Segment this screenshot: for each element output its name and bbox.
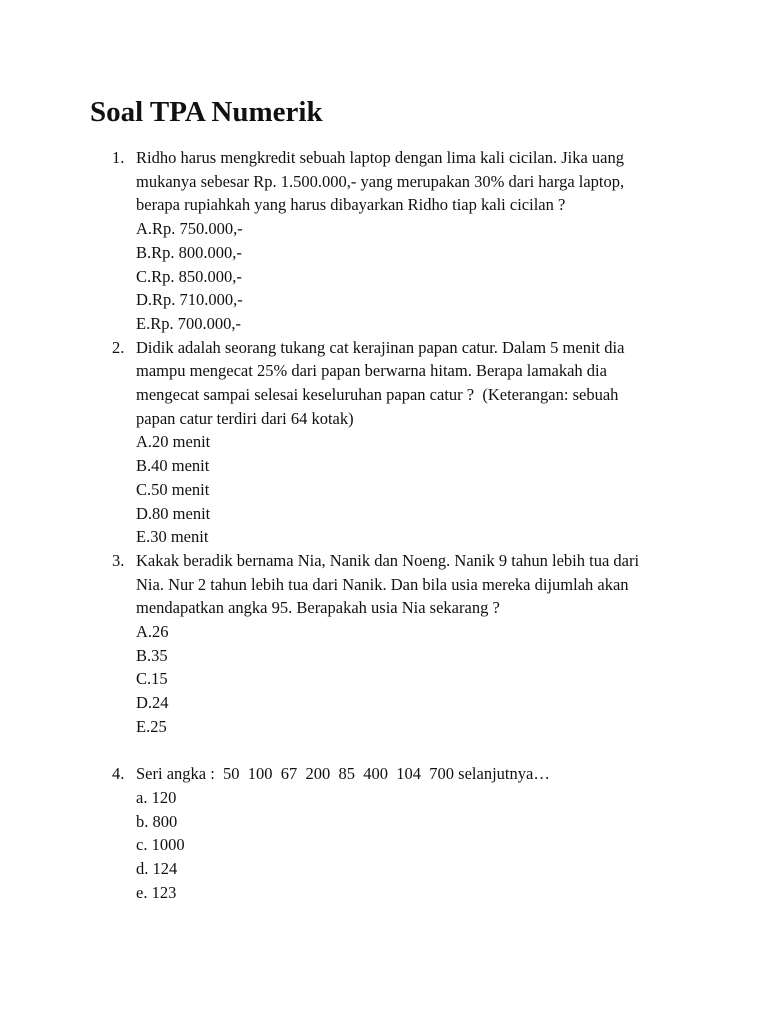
question-text: [136, 146, 668, 217]
question-text: [136, 336, 668, 431]
answer-option: D.24: [136, 693, 169, 713]
question-number: 1.: [112, 148, 125, 167]
answer-option: A.26: [136, 622, 169, 642]
answer-option: D.80 menit: [136, 503, 211, 523]
answer-options: [136, 620, 768, 739]
question-line: Nia. Nur 2 tahun lebih tua dari Nanik. Dan bila usia mereka dijumlah akan: [136, 574, 629, 594]
answer-option: B.40 menit: [136, 456, 210, 476]
question-line: mendapatkan angka 95. Berapakah usia Nia sekarang ?: [136, 598, 500, 618]
question-line: mukanya sebesar Rp. 1.500.000,- yang merupakan 30% dari harga laptop,: [136, 171, 625, 191]
question-4: [0, 762, 768, 904]
question-2: [0, 336, 768, 549]
page-title: Soal TPA Numerik: [90, 96, 323, 128]
question-number: 2.: [112, 337, 125, 357]
question-text: [136, 762, 668, 786]
question-1: [0, 146, 768, 336]
answer-option: A.20 menit: [136, 432, 211, 452]
answer-options: [136, 786, 768, 905]
question-text: [136, 549, 668, 620]
question-list: [0, 146, 768, 904]
answer-option: b. 800: [136, 811, 178, 831]
answer-option: E.Rp. 700.000,-: [136, 313, 241, 333]
answer-option: d. 124: [136, 859, 178, 879]
answer-option: E.30 menit: [136, 527, 209, 547]
question-line: Kakak beradik bernama Nia, Nanik dan Noeng. Nanik 9 tahun lebih tua dari: [136, 550, 640, 570]
question-line: Ridho harus mengkredit sebuah laptop dengan lima kali cicilan. Jika uang: [136, 148, 624, 167]
question-line: berapa rupiahkah yang harus dibayarkan Ridho tiap kali cicilan ?: [136, 195, 566, 215]
answer-options: [136, 430, 768, 549]
answer-option: a. 120: [136, 787, 177, 807]
answer-option: B.Rp. 800.000,-: [136, 242, 242, 262]
answer-option: C.50 menit: [136, 479, 210, 499]
question-line: papan catur terdiri dari 64 kotak): [136, 408, 354, 428]
answer-option: A.Rp. 750.000,-: [136, 219, 243, 239]
question-line: Seri angka : 50 100 67 200 85 400 104 700 selanjutnya…: [136, 764, 550, 784]
answer-option: c. 1000: [136, 835, 185, 855]
answer-option: D.Rp. 710.000,-: [136, 290, 243, 310]
answer-options: [136, 217, 768, 336]
question-line: mampu mengecat 25% dari papan berwarna hitam. Berapa lamakah dia: [136, 361, 607, 381]
answer-option: B.35: [136, 645, 168, 665]
answer-option: C.Rp. 850.000,-: [136, 266, 242, 286]
answer-option: e. 123: [136, 882, 177, 902]
question-line: Didik adalah seorang tukang cat kerajinan papan catur. Dalam 5 menit dia: [136, 337, 625, 357]
answer-option: E.25: [136, 716, 167, 736]
question-number: 3.: [112, 550, 125, 570]
answer-option: C.15: [136, 669, 168, 689]
question-number: 4.: [112, 764, 125, 784]
question-3: [0, 549, 768, 739]
question-line: mengecat sampai selesai keseluruhan papan catur ? (Keterangan: sebuah: [136, 385, 619, 405]
